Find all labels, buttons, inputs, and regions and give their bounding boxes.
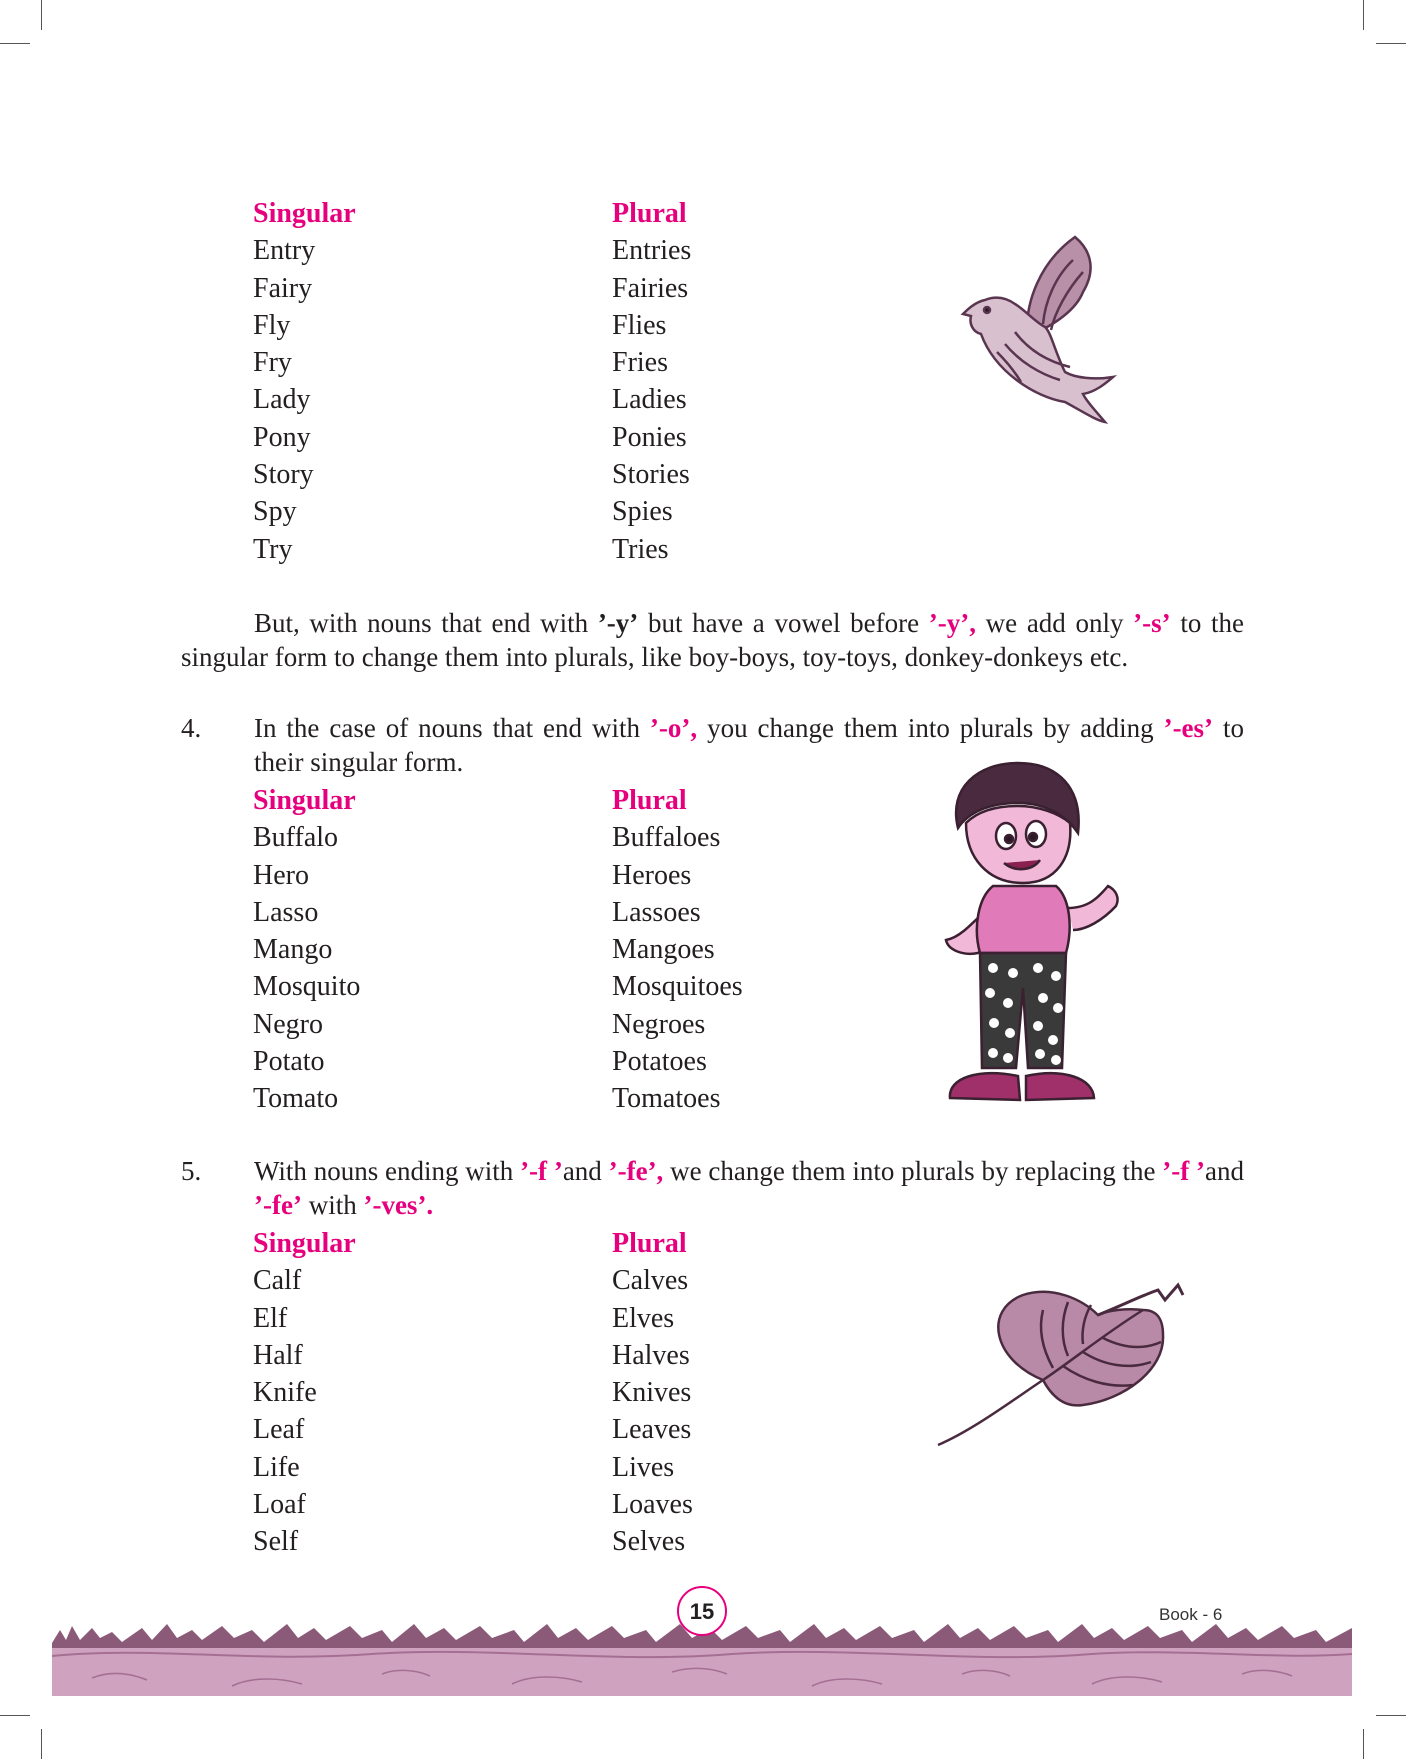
para-text: But, with nouns that end with	[254, 608, 598, 638]
table-row	[253, 1080, 743, 1117]
table-header	[253, 195, 691, 232]
para-text: but have a vowel before	[638, 608, 929, 638]
plural-word: Potatoes	[612, 1046, 707, 1078]
singular-word: Leaf	[253, 1414, 305, 1446]
singular-word: Spy	[253, 496, 297, 528]
plural-word: Lassoes	[612, 896, 701, 928]
singular-word: Story	[253, 459, 314, 491]
plural-word: Fries	[612, 347, 668, 379]
table-row	[253, 1043, 743, 1080]
singular-word: Mosquito	[253, 971, 361, 1003]
keyword: ’-es’	[1163, 713, 1214, 743]
table-row	[253, 1300, 693, 1337]
keyword: ’-ves’.	[363, 1190, 434, 1220]
keyword: ’-s’	[1133, 608, 1171, 638]
page-number: 15	[677, 1586, 727, 1636]
plural-word: Calves	[612, 1265, 689, 1297]
table-row	[253, 1523, 693, 1560]
singular-word: Fairy	[253, 272, 313, 304]
crop-mark	[1376, 43, 1406, 44]
para-text: we change them into plurals by replacing the	[663, 1156, 1163, 1186]
para-text: In the case of nouns that end with	[254, 713, 650, 743]
singular-word: Half	[253, 1339, 303, 1371]
table-row	[253, 1337, 693, 1374]
singular-word: Lasso	[253, 896, 319, 928]
table-row	[253, 381, 691, 418]
crop-mark	[41, 0, 42, 30]
plural-word: Lives	[612, 1451, 675, 1483]
plural-word: Ponies	[612, 421, 687, 453]
singular-word: Knife	[253, 1377, 317, 1409]
bird-illustration	[955, 232, 1125, 442]
singular-word: Potato	[253, 1046, 325, 1078]
table-row	[253, 456, 691, 493]
item-text	[254, 1154, 1244, 1222]
crop-mark	[1363, 1729, 1364, 1759]
plural-word: Knives	[612, 1377, 692, 1409]
crop-mark	[1376, 1715, 1406, 1716]
keyword: ’-fe’	[254, 1190, 302, 1220]
table-header	[253, 782, 743, 819]
paragraph-vowel-y	[181, 606, 1244, 674]
table-row	[253, 307, 691, 344]
plural-word: Tomatoes	[612, 1083, 721, 1115]
crop-mark	[0, 43, 30, 44]
singular-word: Mango	[253, 934, 333, 966]
plural-table-o	[253, 782, 743, 1118]
singular-header: Singular	[253, 198, 356, 229]
plural-word: Selves	[612, 1526, 686, 1558]
table-row	[253, 1411, 693, 1448]
table-row	[253, 1262, 693, 1299]
plural-word: Heroes	[612, 859, 692, 891]
table-row	[253, 1486, 693, 1523]
table-row	[253, 1006, 743, 1043]
crop-mark	[1363, 0, 1364, 30]
rule-item-5	[181, 1154, 1244, 1222]
table-header	[253, 1225, 693, 1262]
child-cartoon-illustration	[938, 758, 1123, 1120]
table-row	[253, 857, 743, 894]
table-row	[253, 531, 691, 568]
table-row	[253, 270, 691, 307]
plural-table-f	[253, 1225, 693, 1561]
singular-word: Pony	[253, 421, 311, 453]
keyword: ’-y’,	[928, 608, 976, 638]
plural-header: Plural	[612, 198, 687, 229]
table-row	[253, 968, 743, 1005]
singular-word: Lady	[253, 384, 311, 416]
item-number: 5.	[181, 1156, 202, 1186]
singular-word: Life	[253, 1451, 300, 1483]
para-text: you change them into plurals by adding	[697, 713, 1164, 743]
para-text: With nouns ending with	[254, 1156, 521, 1186]
table-row	[253, 419, 691, 456]
singular-word: Entry	[253, 235, 316, 267]
para-text: and	[1205, 1156, 1245, 1186]
book-label: Book - 6	[1159, 1605, 1223, 1624]
singular-word: Fry	[253, 347, 292, 379]
plural-word: Leaves	[612, 1414, 692, 1446]
singular-word: Elf	[253, 1302, 288, 1334]
table-row	[253, 931, 743, 968]
singular-word: Try	[253, 533, 293, 565]
plural-word: Negroes	[612, 1008, 706, 1040]
para-text: to their singular form.	[254, 713, 1244, 777]
table-row	[253, 894, 743, 931]
item-number: 4.	[181, 713, 202, 743]
plural-word: Ladies	[612, 384, 687, 416]
table-row	[253, 344, 691, 381]
para-text: with	[301, 1190, 364, 1220]
plural-header: Plural	[612, 785, 687, 816]
plural-header: Plural	[612, 1228, 687, 1259]
plural-word: Spies	[612, 496, 673, 528]
plural-table-y	[253, 195, 691, 568]
singular-word: Tomato	[253, 1083, 339, 1115]
keyword: ’-fe’,	[608, 1156, 664, 1186]
singular-header: Singular	[253, 785, 356, 816]
crop-mark	[0, 1715, 30, 1716]
table-row	[253, 1449, 693, 1486]
table-row	[253, 819, 743, 856]
para-text: and	[562, 1156, 609, 1186]
singular-word: Hero	[253, 859, 309, 891]
singular-word: Fly	[253, 309, 291, 341]
para-text: we add only	[975, 608, 1134, 638]
plural-word: Flies	[612, 309, 667, 341]
keyword: ’-y’	[597, 608, 639, 638]
table-row	[253, 1374, 693, 1411]
singular-header: Singular	[253, 1228, 356, 1259]
keyword: ’-f ’	[1162, 1156, 1206, 1186]
plural-word: Loaves	[612, 1489, 693, 1521]
plural-word: Buffaloes	[612, 822, 721, 854]
plural-word: Elves	[612, 1302, 675, 1334]
plural-word: Tries	[612, 533, 669, 565]
plural-word: Mangoes	[612, 934, 715, 966]
crop-mark	[41, 1729, 42, 1759]
table-row	[253, 493, 691, 530]
singular-word: Buffalo	[253, 822, 339, 854]
plural-word: Halves	[612, 1339, 690, 1371]
plural-word: Entries	[612, 235, 692, 267]
para-text: to the singular form to change them into plurals, like boy-boys, toy-toys, donkey-donkeys etc.	[181, 608, 1244, 672]
leaf-illustration	[933, 1280, 1193, 1450]
singular-word: Self	[253, 1526, 299, 1558]
plural-word: Fairies	[612, 272, 689, 304]
singular-word: Negro	[253, 1008, 323, 1040]
singular-word: Loaf	[253, 1489, 306, 1521]
singular-word: Calf	[253, 1265, 302, 1297]
table-row	[253, 232, 691, 269]
plural-word: Stories	[612, 459, 690, 491]
plural-word: Mosquitoes	[612, 971, 743, 1003]
keyword: ’-o’,	[649, 713, 698, 743]
keyword: ’-f ’	[520, 1156, 563, 1186]
